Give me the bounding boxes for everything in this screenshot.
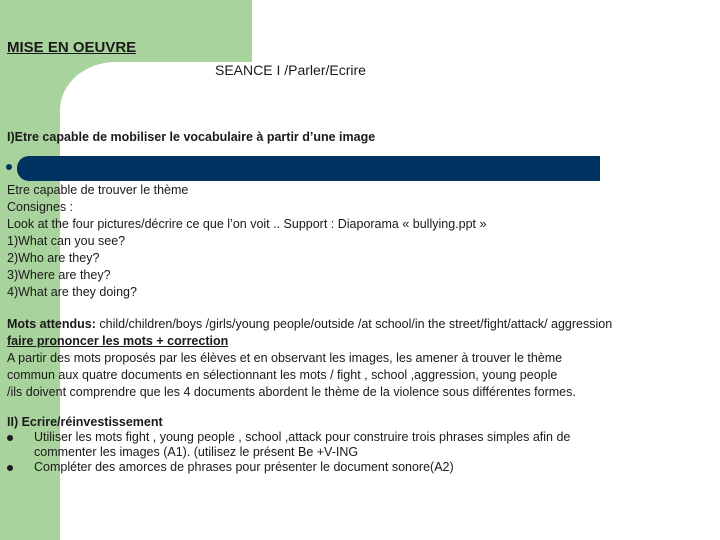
mots-label: Mots attendus: — [7, 317, 96, 331]
dark-banner-bar — [17, 156, 600, 181]
text-line: 1)What can you see? — [7, 234, 126, 248]
list-item-line: Utiliser les mots fight , young people , school ,attack pour construire trois phrases simples afin de — [34, 430, 571, 444]
text-line: Look at the four pictures/décrire ce que l’on voit .. Support : Diaporama « bullying.ppt » — [7, 217, 487, 231]
bullet-icon — [7, 465, 13, 471]
text-line: 2)Who are they? — [7, 251, 100, 265]
slide-title: MISE EN OEUVRE — [7, 39, 137, 56]
text-line: 4)What are they doing? — [7, 285, 137, 299]
text-line: 3)Where are they? — [7, 268, 111, 282]
section2-heading: II) Ecrire/réinvestissement — [7, 415, 163, 429]
list-item-line: Compléter des amorces de phrases pour présenter le document sonore(A2) — [34, 460, 454, 474]
section2-block — [7, 415, 570, 475]
list-item — [7, 460, 570, 475]
section1-heading: I)Etre capable de mobiliser le vocabulaire à partir d’une image — [7, 130, 376, 144]
faire-label: faire prononcer les mots + correction — [7, 334, 229, 348]
list-item-line: commenter les images (A1). (utilisez le présent Be +V-ING — [34, 445, 359, 459]
bullet-icon — [6, 164, 12, 170]
text-line: Etre capable de trouver le thème — [7, 183, 189, 197]
list-item — [7, 430, 570, 460]
mots-line — [7, 316, 612, 333]
paragraph-line: /ils doivent comprendre que les 4 documents abordent le thème de la violence sous différentes formes. — [7, 385, 576, 399]
paragraph-line: A partir des mots proposés par les élèves et en observant les images, les amener à trouver le thème — [7, 351, 563, 365]
text-line: Consignes : — [7, 200, 74, 214]
paragraph-line: commun aux quatre documents en sélectionnant les mots / fight , school ,aggression, young people — [7, 368, 558, 382]
bullet-icon — [7, 435, 13, 441]
mots-block — [7, 316, 612, 401]
section1-lines — [7, 182, 486, 301]
seance-heading: SEANCE I /Parler/Ecrire — [215, 62, 366, 78]
mots-text: child/children/boys /girls/young people/outside /at school/in the street/fight/attack/ aggression — [95, 317, 613, 331]
